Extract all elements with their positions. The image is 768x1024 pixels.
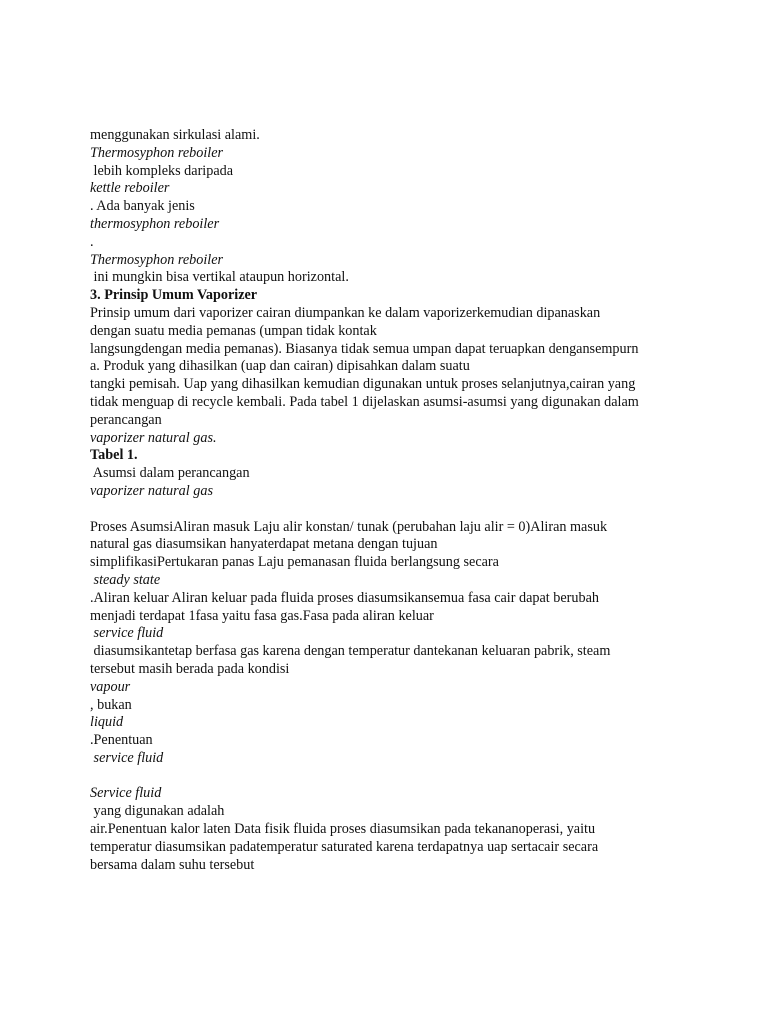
italic-term-line: steady state — [90, 571, 161, 588]
heading-line: Tabel 1. — [90, 447, 138, 464]
text-line: temperatur diasumsikan padatemperatur saturated karena terdapatnya uap sertacair secara — [90, 838, 599, 855]
document-body — [90, 127, 710, 874]
heading-line: 3. Prinsip Umum Vaporizer — [90, 287, 258, 304]
text-line: perancangan — [90, 411, 162, 428]
italic-term-line: Thermosyphon reboiler — [90, 144, 224, 161]
italic-term-line: vapour — [90, 678, 131, 695]
text-line: menggunakan sirkulasi alami. — [90, 127, 260, 143]
text-line: yang digunakan adalah — [90, 803, 225, 820]
text-line: Prinsip umum dari vaporizer cairan diumpankan ke dalam vaporizerkemudian dipanaskan — [90, 304, 601, 321]
italic-term-line: Thermosyphon reboiler — [90, 251, 224, 268]
text-line: lebih kompleks daripada — [90, 162, 234, 179]
text-line: air.Penentuan kalor laten Data fisik fluida proses diasumsikan pada tekananoperasi, yaitu — [90, 821, 596, 838]
text-line: . — [90, 233, 94, 250]
text-line: dengan suatu media pemanas (umpan tidak kontak — [90, 322, 377, 339]
italic-term-line: thermosyphon reboiler — [90, 215, 220, 232]
text-line: Asumsi dalam perancangan — [90, 465, 250, 482]
italic-term-line: Service fluid — [90, 785, 162, 802]
text-line: diasumsikantetap berfasa gas karena dengan temperatur dantekanan keluaran pabrik, steam — [90, 643, 611, 660]
text-line: langsungdengan media pemanas). Biasanya tidak semua umpan dapat teruapkan dengansempurn — [90, 340, 639, 357]
text-line: a. Produk yang dihasilkan (uap dan cairan) dipisahkan dalam suatu — [90, 358, 470, 375]
text-line: .Aliran keluar Aliran keluar pada fluida proses diasumsikansemua fasa cair dapat berubah — [90, 589, 599, 606]
text-line: simplifikasiPertukaran panas Laju pemanasan fluida berlangsung secara — [90, 554, 499, 571]
text-line: , bukan — [90, 696, 132, 713]
italic-term-line: vaporizer natural gas — [90, 482, 213, 499]
text-line: tangki pemisah. Uap yang dihasilkan kemudian digunakan untuk proses selanjutnya,cairan yang — [90, 376, 636, 393]
italic-term-line: vaporizer natural gas. — [90, 429, 217, 446]
italic-term-line: service fluid — [90, 749, 164, 766]
text-line: .Penentuan — [90, 732, 153, 749]
italic-term-line: liquid — [90, 714, 124, 731]
text-line: Proses AsumsiAliran masuk Laju alir konstan/ tunak (perubahan laju alir = 0)Aliran masuk — [90, 518, 608, 535]
italic-term-line: kettle reboiler — [90, 180, 170, 197]
text-line: tersebut masih berada pada kondisi — [90, 660, 290, 677]
italic-term-line: service fluid — [90, 625, 164, 642]
text-line: natural gas diasumsikan hanyaterdapat metana dengan tujuan — [90, 536, 438, 553]
blank-line — [90, 768, 710, 786]
blank-line — [90, 501, 710, 519]
text-line: bersama dalam suhu tersebut — [90, 856, 255, 873]
text-line: ini mungkin bisa vertikal ataupun horizontal. — [90, 269, 349, 286]
text-line: . Ada banyak jenis — [90, 198, 195, 215]
text-line: menjadi terdapat 1fasa yaitu fasa gas.Fasa pada aliran keluar — [90, 607, 434, 624]
text-line: tidak menguap di recycle kembali. Pada tabel 1 dijelaskan asumsi-asumsi yang digunakan dalam — [90, 393, 639, 410]
